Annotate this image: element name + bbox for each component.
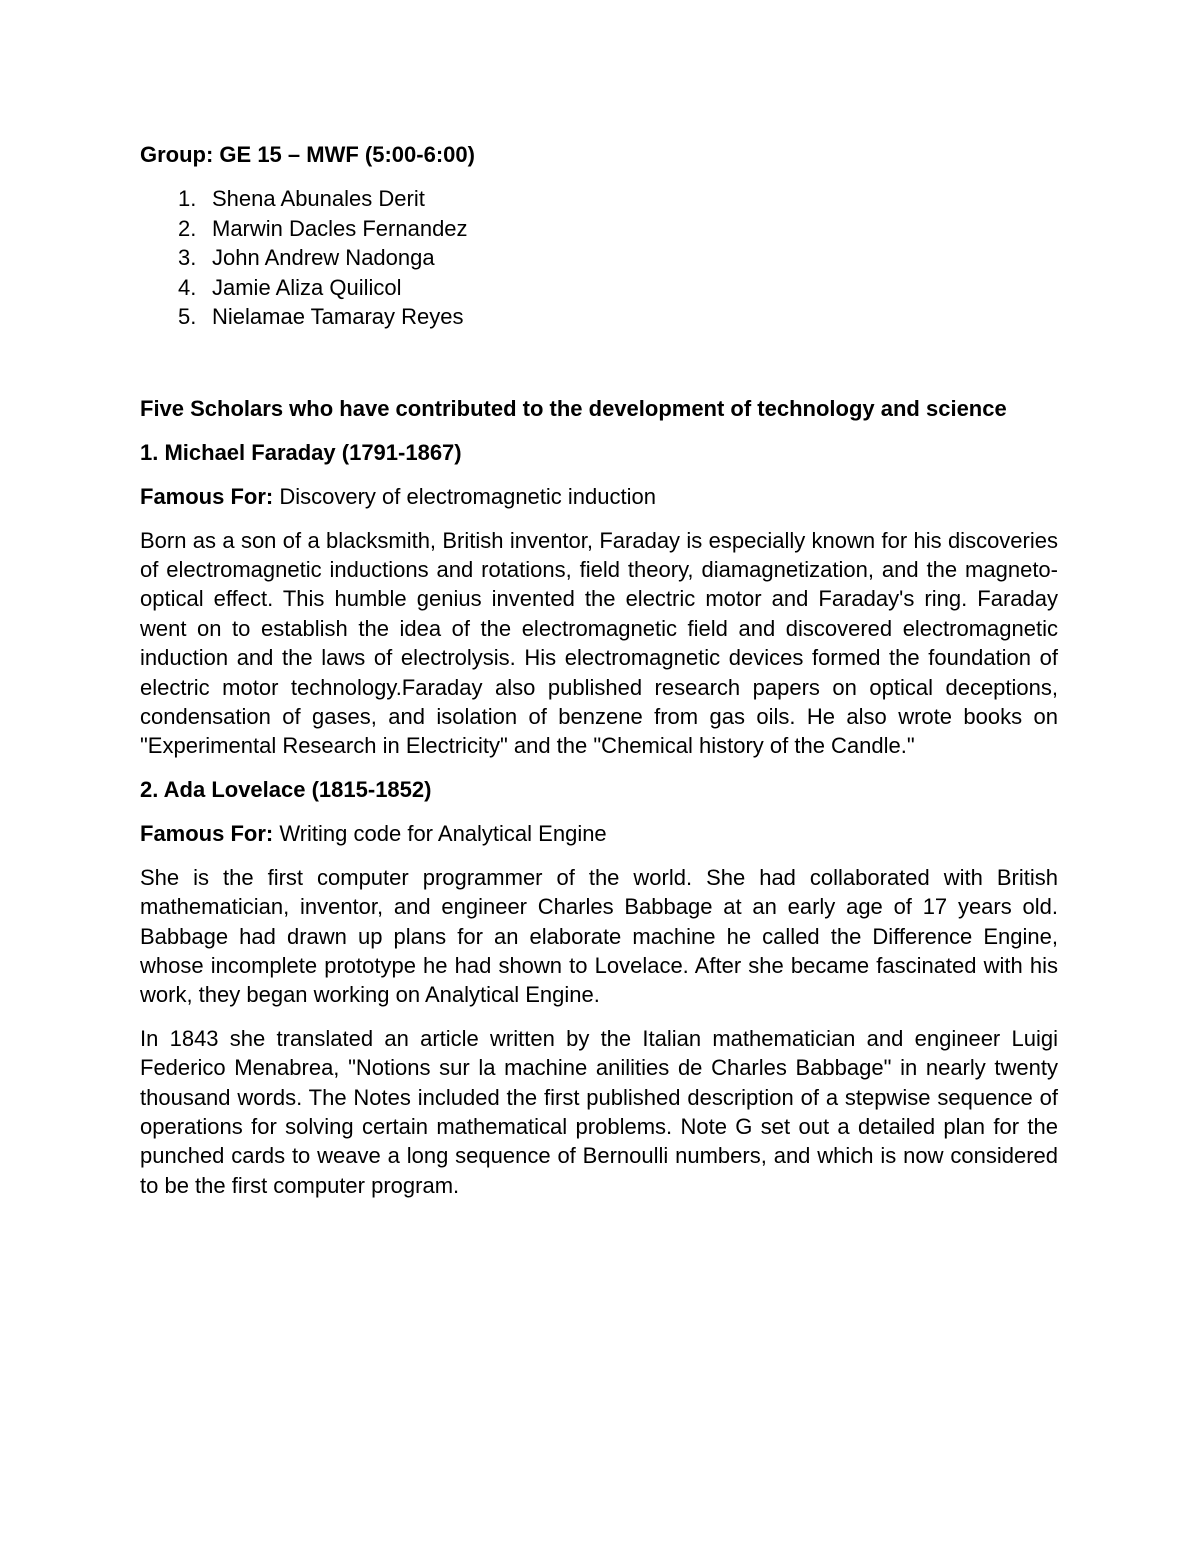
famous-label: Famous For: [140,483,274,509]
member-name: Nielamae Tamaray Reyes [212,304,464,329]
list-number: 3. [178,245,197,270]
famous-text: Writing code for Analytical Engine [273,820,607,846]
famous-text: Discovery of electromagnetic induction [273,483,656,509]
member-name: Jamie Aliza Quilicol [212,274,402,300]
group-title: Group: GE 15 – MWF (5:00-6:00) [140,142,475,167]
famous-for-lovelace [140,819,1058,849]
scholar-title-faraday: 1. Michael Faraday (1791-1867) [140,439,462,465]
list-number: 5. [178,304,197,329]
famous-label: Famous For: [140,820,274,846]
member-list [140,184,1058,332]
member-name: John Andrew Nadonga [212,245,435,270]
list-item [140,273,1058,303]
list-number: 1. [178,186,197,211]
member-name: Marwin Dacles Fernandez [212,215,468,241]
faraday-paragraph: Born as a son of a blacksmith, British inventor, Faraday is especially known for his discoveries of electromagnetic inductions and rotations, field theory, diamagnetization, and the magneto-optical effect. This humble genius invented the electric motor and Faraday's ring. Faraday went on to establish the idea of the electromagnetic field and discovered electromagnetic induction and the laws of electrolysis. His electromagnetic devices formed the foundation of electric motor technology.Faraday also published research papers on optical deceptions, condensation of gases, and isolation of benzene from gas oils. He also wrote books on "Experimental Research in Electricity" and the "Chemical history of the Candle." [140,527,1058,759]
list-number: 2. [178,215,197,241]
list-item [140,214,1058,244]
list-number: 4. [178,274,197,300]
famous-for-faraday [140,482,1058,512]
member-name: Shena Abunales Derit [212,186,425,211]
section-title: Five Scholars who have contributed to the development of technology and science [140,395,1007,421]
list-item [140,243,1058,273]
scholar-title-lovelace: 2. Ada Lovelace (1815-1852) [140,776,432,802]
list-item [140,302,1058,332]
lovelace-paragraph-2: In 1843 she translated an article written by the Italian mathematician and engineer Luigi Federico Menabrea, "Notions sur la machine anilities de Charles Babbage" in nearly twenty thousand words. The Notes included the first published description of a stepwise sequence of operations for solving certain mathematical problems. Note G set out a detailed plan for the punched cards to weave a long sequence of Bernoulli numbers, and which is now considered to be the first computer program. [140,1025,1058,1198]
document-page [140,140,1058,1200]
list-item [140,184,1058,214]
lovelace-paragraph-1: She is the first computer programmer of the world. She had collaborated with British mathematician, inventor, and engineer Charles Babbage at an early age of 17 years old. Babbage had drawn up plans for an elaborate machine he called the Difference Engine, whose incomplete prototype he had shown to Lovelace. After she became fascinated with his work, they began working on Analytical Engine. [140,864,1058,1008]
